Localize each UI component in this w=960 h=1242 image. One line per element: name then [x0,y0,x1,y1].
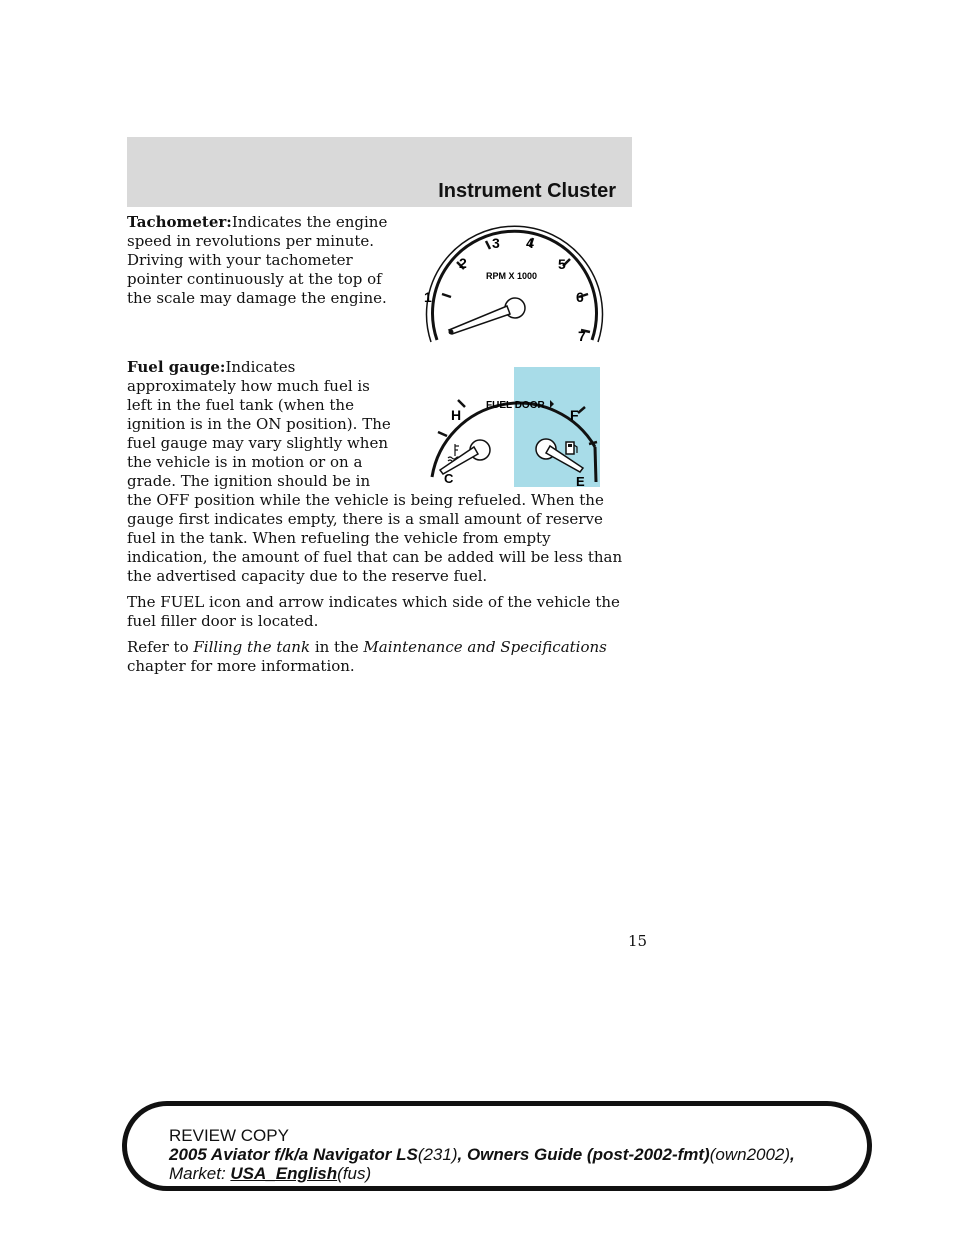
tach-number-5: 5 [558,256,566,272]
review-model: 2005 Aviator f/k/a Navigator LS [169,1145,418,1164]
review-copy-market-line [169,1164,795,1183]
refer-middle: in the [310,638,364,656]
tach-needle [449,306,510,334]
fuel-highlight [514,367,600,487]
review-copy-model-line [169,1145,795,1164]
tach-unit-label: RPM X 1000 [486,271,538,281]
fuel-empty-label: E [576,474,585,489]
tachometer-term: Tachometer: [127,213,232,231]
tachometer-section [127,213,392,315]
temp-cold-label: C [444,471,454,486]
review-model-code: (231) [417,1145,458,1164]
refer-link-filling-tank[interactable]: Filling the tank [193,638,311,656]
review-copy-label: REVIEW COPY [169,1126,289,1145]
tach-number-7: 7 [578,328,586,344]
tach-number-3: 3 [492,235,500,251]
temp-hot-label: H [451,407,462,423]
tachometer-gauge [420,222,610,352]
review-copy-box [122,1101,872,1191]
review-guide: Owners Guide (post-2002-fmt) [466,1145,710,1164]
review-market-label: Market: [169,1164,231,1183]
review-copy-text [169,1126,795,1183]
fuel-door-label: FUEL DOOR [486,400,545,411]
fuel-gauge [420,362,610,492]
fuel-full-label: F [570,407,579,423]
refer-suffix: chapter for more information. [127,657,355,675]
refer-prefix: Refer to [127,638,194,656]
tach-number-2: 2 [459,255,467,271]
review-market: USA_English [230,1164,338,1183]
review-sep1: , [457,1145,467,1164]
tachometer-text: Indicates the engine speed in revolutions per minute. Driving with your tachometer pointer continuously at the top of the scale may damage the engine. [127,213,388,307]
review-sep2: , [790,1145,795,1164]
header-band [127,137,632,207]
tach-number-6: 6 [576,289,584,305]
review-market-code: (fus) [337,1164,372,1183]
fuel-icon-paragraph: The FUEL icon and arrow indicates which side of the vehicle the fuel filler door is located. [127,593,620,630]
tach-number-1: 1 [424,289,432,305]
fuel-gauge-term: Fuel gauge: [127,358,226,376]
tach-number-4: 4 [526,235,534,251]
refer-link-maintenance[interactable]: Maintenance and Specifications [363,638,607,656]
tachometer-paragraph [127,213,392,308]
page-title: Instrument Cluster [438,180,616,202]
temp-needle [440,447,478,474]
review-guide-code: (own2002) [709,1145,791,1164]
page-number: 15 [628,932,648,950]
refer-paragraph [127,638,632,676]
fuel-gauge-text: Indicates approximately how much fuel is left in the fuel tank (when the ignition is in the ON position). The fuel gauge may vary slightly when the vehicle is in motion or on a grade. The ignition should be in the OFF position while the vehicle is being refueled. When the gauge first indicates empty, there is a small amount of reserve fuel in the tank. When refueling the vehicle from empty indication, the amount of fuel that can be added will be less than the advertised capacity due to the reserve fuel. [127,358,623,585]
